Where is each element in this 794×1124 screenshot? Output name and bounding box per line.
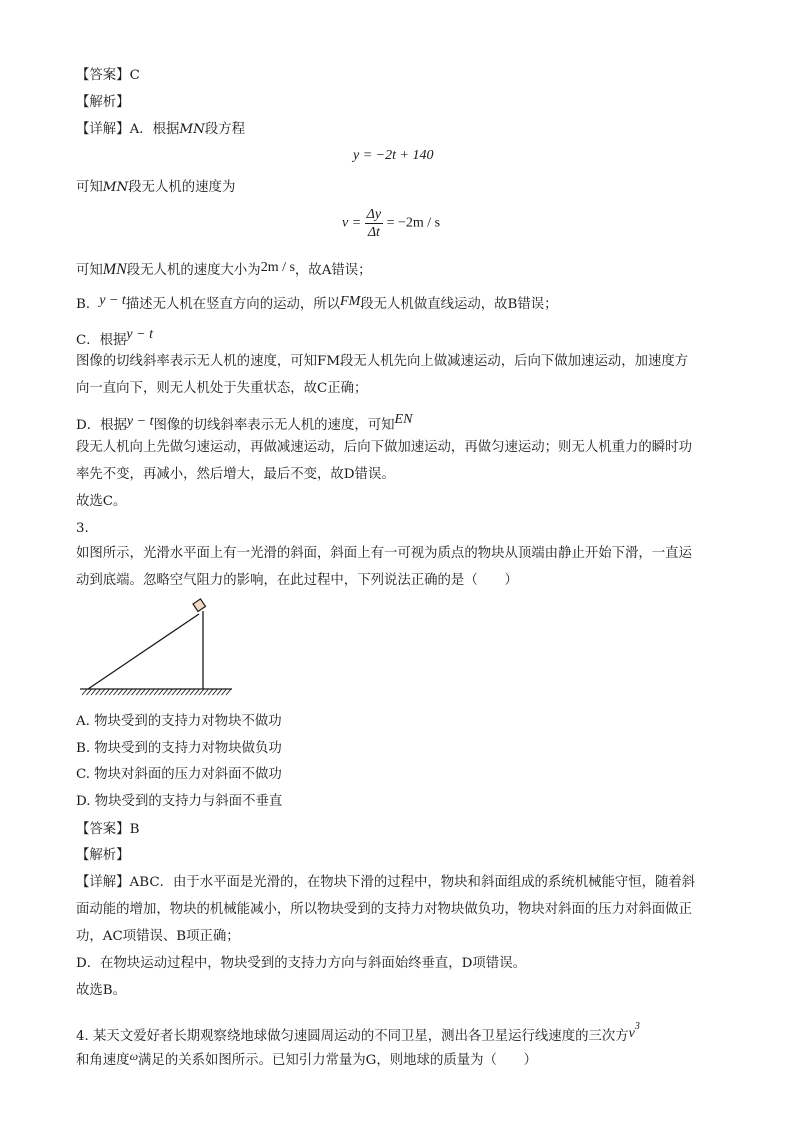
text-span: 图像的切线斜率表示无人机的速度，可知 <box>153 418 395 433</box>
segment-mn: MN <box>102 180 129 195</box>
detail-a-line2 <box>76 178 235 198</box>
detail-c-line3: 向一直向下，则无人机处于失重状态，故C正确； <box>76 381 368 396</box>
hatch-mark <box>208 689 213 695</box>
block <box>193 599 205 611</box>
yt-graph: y − t <box>126 414 154 429</box>
conclusion-q3: 故选B。 <box>76 983 127 998</box>
equation-1: y = −2t + 140 <box>353 148 434 163</box>
omega-symbol: ω <box>129 1049 139 1063</box>
fraction <box>365 206 383 241</box>
hatch-mark <box>96 689 101 695</box>
text-span: 4. 某天文爱好者长期观察绕地球做匀速圆周运动的不同卫星，测出各卫星运行线速度的三次方 <box>76 1029 629 1044</box>
incline-slope <box>88 614 199 689</box>
hatch-mark <box>82 689 87 695</box>
answer-tag: 【答案】 <box>76 68 130 83</box>
text-span: 段无人机的速度为 <box>128 180 236 195</box>
hatch-mark <box>163 689 168 695</box>
answer-tag: 【答案】 <box>76 822 130 837</box>
segment-mn: MN <box>179 122 205 137</box>
answer-line-q3 <box>76 820 139 840</box>
hatch-mark <box>181 689 186 695</box>
analysis-tag-q3: 【解析】 <box>76 848 130 863</box>
hatch-mark <box>141 689 146 695</box>
text-span: 满足的关系如图所示。已知引力常量为G，则地球的质量为（ ） <box>138 1053 538 1068</box>
text-span: 段无人机的速度大小为 <box>126 263 261 278</box>
hatch-mark <box>199 689 204 695</box>
text-span: B． <box>76 297 100 312</box>
option-b: B. 物块受到的支持力对物块做负功 <box>76 741 282 756</box>
detail-d-line1 <box>76 410 412 436</box>
question-4-line1 <box>76 1017 640 1047</box>
text-span: 描述无人机在竖直方向的运动，所以 <box>125 297 341 312</box>
question-3-stem-line2: 动到底端。忽略空气阻力的影响，在此过程中，下列说法正确的是（ ） <box>76 573 518 588</box>
hatch-mark <box>190 689 195 695</box>
velocity-v: v <box>628 1026 635 1041</box>
hatch-mark <box>177 689 182 695</box>
segment-fm: FM <box>340 294 361 309</box>
answer-value: C <box>129 68 140 83</box>
segment-en: EN <box>394 412 413 427</box>
hatch-mark <box>87 689 92 695</box>
hatch-mark <box>91 689 96 695</box>
text-span: 可知 <box>76 180 103 195</box>
hatch-mark <box>195 689 200 695</box>
yt-graph: y − t <box>99 293 126 308</box>
hatch-mark <box>168 689 173 695</box>
text-span: 可知 <box>76 263 103 278</box>
fraction-denominator: Δt <box>367 225 380 240</box>
detail-c-line2: 图像的切线斜率表示无人机的速度，可知FM段无人机先向上做减速运动，后向下做加速运动，加速度方 <box>76 354 689 369</box>
hatch-mark <box>213 689 218 695</box>
hatch-mark <box>226 689 231 695</box>
option-a: A. 物块受到的支持力对物块不做功 <box>76 714 282 729</box>
detail-tag: 【详解】 <box>76 122 130 137</box>
hatch-mark <box>109 689 114 695</box>
text-span: 段方程 <box>204 122 246 137</box>
segment-mn: MN <box>102 261 127 278</box>
equation-rhs: = −2m / s <box>386 215 441 231</box>
detail-c-line1 <box>76 325 153 351</box>
equation-2 <box>342 206 440 241</box>
detail-q3-line3: 功，AC项错误、B项正确； <box>76 929 240 944</box>
hatch-mark <box>222 689 227 695</box>
detail-q3-line4: D．在物块运动过程中，物块受到的支持力方向与斜面始终垂直，D项错误。 <box>76 956 526 971</box>
speed-value: 2m / s <box>260 260 295 275</box>
hatch-mark <box>132 689 137 695</box>
answer-line-q2 <box>76 66 140 86</box>
incline-diagram <box>76 596 238 700</box>
hatch-mark <box>136 689 141 695</box>
hatch-mark <box>123 689 128 695</box>
hatch-mark <box>145 689 150 695</box>
detail-b-line <box>76 291 558 315</box>
ground-hatching <box>82 689 231 695</box>
text-span: C．根据 <box>76 333 127 348</box>
detail-d-line2: 段无人机向上先做匀速运动，再做减速运动，后向下做加速运动，再做匀速运动；则无人机重力的瞬时功 <box>76 440 692 455</box>
question-4-line2 <box>76 1046 537 1071</box>
question-number-3: 3. <box>76 521 89 536</box>
option-d: D. 物块受到的支持力与斜面不垂直 <box>76 794 283 809</box>
hatch-mark <box>172 689 177 695</box>
velocity-symbol <box>628 1021 640 1041</box>
detail-d-line3: 率先不变，再减小，然后增大，最后不变，故D错误。 <box>76 467 395 482</box>
hatch-mark <box>150 689 155 695</box>
text-span: 和角速度 <box>76 1053 130 1068</box>
analysis-tag-q2: 【解析】 <box>76 95 130 110</box>
hatch-mark <box>114 689 119 695</box>
hatch-mark <box>154 689 159 695</box>
conclusion-q2: 故选C。 <box>76 494 127 509</box>
detail-q3-line1: 【详解】ABC．由于水平面是光滑的，在物块下滑的过程中，物块和斜面组成的系统机械能守恒，随着斜 <box>76 875 696 890</box>
velocity-exponent: 3 <box>634 1021 640 1032</box>
equation-lhs: v = <box>342 215 362 231</box>
yt-graph: y − t <box>126 327 153 342</box>
question-3-stem-line1: 如图所示，光滑水平面上有一光滑的斜面，斜面上有一可视为质点的物块从顶端由静止开始下滑，一直运 <box>76 546 692 561</box>
text-span: D．根据 <box>76 418 127 433</box>
hatch-mark <box>204 689 209 695</box>
text-span: A．根据 <box>129 122 180 137</box>
hatch-mark <box>127 689 132 695</box>
hatch-mark <box>100 689 105 695</box>
hatch-mark <box>159 689 164 695</box>
option-c: C. 物块对斜面的压力对斜面不做功 <box>76 767 282 782</box>
detail-a-line3 <box>76 258 372 281</box>
detail-a-line1 <box>76 120 245 140</box>
detail-q3-line2: 面动能的增加，物块的机械能减小，所以物块受到的支持力对物块做负功，物块对斜面的压力对斜面做正 <box>76 902 692 917</box>
text-span: 段无人机做直线运动，故B错误； <box>360 297 558 312</box>
answer-value: B <box>129 822 140 837</box>
hatch-mark <box>186 689 191 695</box>
hatch-mark <box>118 689 123 695</box>
hatch-mark <box>105 689 110 695</box>
fraction-numerator: Δy <box>366 207 382 222</box>
hatch-mark <box>217 689 222 695</box>
text-span: ，故A错误； <box>294 263 372 278</box>
